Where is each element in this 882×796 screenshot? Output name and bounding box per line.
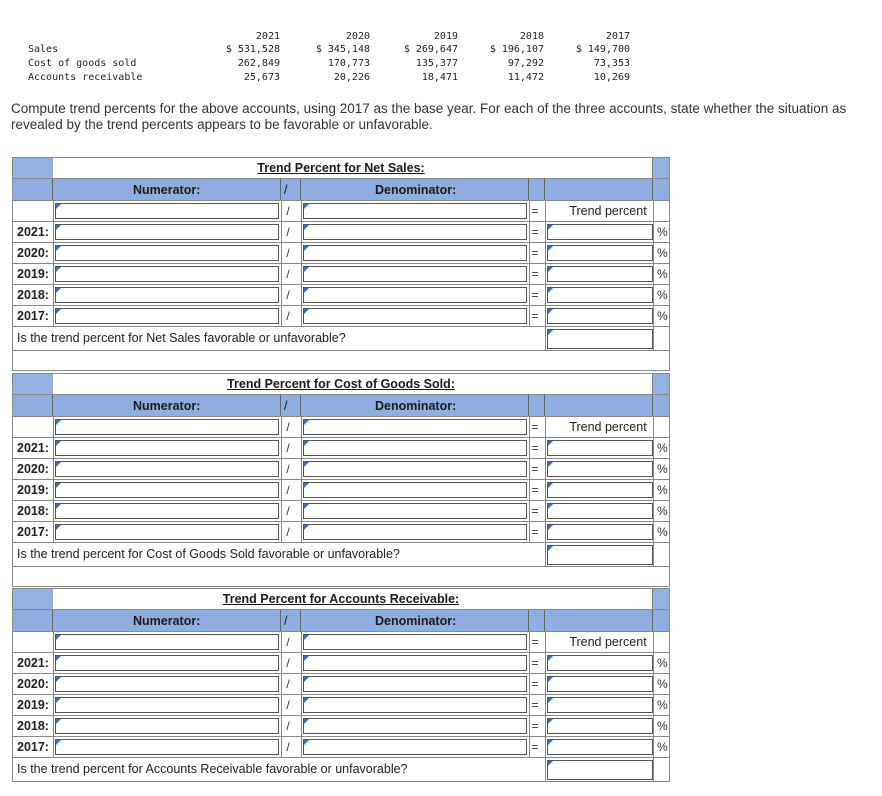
year-label: 2019: xyxy=(17,267,49,281)
year-row xyxy=(12,737,670,758)
equals-sign: = xyxy=(531,635,539,649)
spacer-row xyxy=(12,351,670,371)
value-cell: $ 345,148 xyxy=(315,44,370,55)
question-row xyxy=(12,758,670,782)
value-cell: $ 531,528 xyxy=(225,44,280,55)
denominator-input[interactable] xyxy=(303,524,527,540)
year-label: 2018: xyxy=(17,719,49,733)
percent-sign: % xyxy=(657,288,668,302)
divide-sign: / xyxy=(286,267,290,281)
year-label: 2017: xyxy=(17,740,49,754)
slash-header: / xyxy=(284,614,288,628)
denominator-input[interactable] xyxy=(303,718,527,734)
denominator-input[interactable] xyxy=(303,308,527,324)
divide-sign: / xyxy=(286,441,290,455)
percent-sign: % xyxy=(657,309,668,323)
trend-percent-label: Trend percent xyxy=(569,635,647,649)
numerator-header: Numerator: xyxy=(133,399,201,413)
trend-percent-input[interactable] xyxy=(547,503,653,519)
numerator-input[interactable] xyxy=(55,697,279,713)
given-data-table xyxy=(28,31,648,87)
percent-sign: % xyxy=(657,740,668,754)
denominator-input[interactable] xyxy=(303,203,527,219)
year-row xyxy=(12,501,670,522)
year-row xyxy=(12,716,670,737)
year-label: 2018: xyxy=(17,288,49,302)
numerator-input[interactable] xyxy=(55,266,279,282)
divide-sign: / xyxy=(286,204,290,218)
value-cell: 135,377 xyxy=(415,58,458,69)
value-cell: $ 196,107 xyxy=(489,44,544,55)
year-row xyxy=(12,674,670,695)
trend-percent-input[interactable] xyxy=(547,266,653,282)
year-label: 2020: xyxy=(17,246,49,260)
numerator-input[interactable] xyxy=(55,524,279,540)
equals-sign: = xyxy=(531,204,539,218)
numerator-header: Numerator: xyxy=(133,183,201,197)
trend-percent-input[interactable] xyxy=(547,655,653,671)
numerator-input[interactable] xyxy=(55,634,279,650)
divide-sign: / xyxy=(286,635,290,649)
trend-percent-input[interactable] xyxy=(547,245,653,261)
denominator-input[interactable] xyxy=(303,676,527,692)
column-header-row xyxy=(12,395,670,417)
numerator-input[interactable] xyxy=(55,482,279,498)
percent-sign: % xyxy=(657,441,668,455)
numerator-input[interactable] xyxy=(55,287,279,303)
favorable-unfavorable-select[interactable] xyxy=(547,545,653,565)
percent-sign: % xyxy=(657,267,668,281)
denominator-input[interactable] xyxy=(303,266,527,282)
value-cell: 11,472 xyxy=(507,72,544,83)
year-header: 2017 xyxy=(605,31,630,42)
year-label: 2018: xyxy=(17,504,49,518)
value-cell: 10,269 xyxy=(593,72,630,83)
question-text: Is the trend percent for Net Sales favorable or unfavorable? xyxy=(17,331,346,345)
year-row xyxy=(12,243,670,264)
row-label-sales: Sales xyxy=(28,44,59,55)
section-title-bar xyxy=(12,157,670,179)
section-title: Trend Percent for Accounts Receivable: xyxy=(222,592,460,606)
percent-sign: % xyxy=(657,504,668,518)
row-label-ar: Accounts receivable xyxy=(28,72,143,83)
spacer-row xyxy=(12,567,670,587)
equals-sign: = xyxy=(531,483,539,497)
numerator-input[interactable] xyxy=(55,440,279,456)
year-row xyxy=(12,222,670,243)
equals-sign: = xyxy=(531,525,539,539)
percent-sign: % xyxy=(657,677,668,691)
year-header: 2019 xyxy=(433,31,458,42)
equals-sign: = xyxy=(531,698,539,712)
numerator-input[interactable] xyxy=(55,503,279,519)
percent-sign: % xyxy=(657,483,668,497)
percent-sign: % xyxy=(657,225,668,239)
trend-percent-input[interactable] xyxy=(547,308,653,324)
percent-sign: % xyxy=(657,246,668,260)
trend-percent-input[interactable] xyxy=(547,676,653,692)
trend-percent-input[interactable] xyxy=(547,718,653,734)
equals-sign: = xyxy=(531,677,539,691)
numerator-input[interactable] xyxy=(55,739,279,755)
equals-sign: = xyxy=(531,441,539,455)
value-cell: 262,849 xyxy=(237,58,280,69)
equals-sign: = xyxy=(531,504,539,518)
year-row xyxy=(12,695,670,716)
divide-sign: / xyxy=(286,288,290,302)
denominator-input[interactable] xyxy=(303,655,527,671)
year-row xyxy=(12,438,670,459)
divide-sign: / xyxy=(286,420,290,434)
value-cell: $ 269,647 xyxy=(403,44,458,55)
divide-sign: / xyxy=(286,698,290,712)
column-header-row xyxy=(12,610,670,632)
section-title-bar xyxy=(12,373,670,395)
value-cell: 25,673 xyxy=(243,72,280,83)
percent-sign: % xyxy=(657,698,668,712)
year-row xyxy=(12,653,670,674)
section-title: Trend Percent for Cost of Goods Sold: xyxy=(227,377,455,391)
numerator-input[interactable] xyxy=(55,245,279,261)
denominator-input[interactable] xyxy=(303,287,527,303)
trend-percent-input[interactable] xyxy=(547,287,653,303)
percent-sign: % xyxy=(657,656,668,670)
trend-percent-label: Trend percent xyxy=(569,204,647,218)
equals-sign: = xyxy=(531,719,539,733)
year-row xyxy=(12,264,670,285)
denominator-input[interactable] xyxy=(303,482,527,498)
instructions-text: Compute trend percents for the above accounts, using 2017 as the base year. For each of the three accounts, state whether the situation as revealed by the trend percents appears to be favorable or unfavorable. xyxy=(11,101,847,132)
equals-sign: = xyxy=(531,225,539,239)
numerator-input[interactable] xyxy=(55,419,279,435)
section-title-bar xyxy=(12,588,670,610)
favorable-unfavorable-select[interactable] xyxy=(547,760,653,780)
trend-percent-input[interactable] xyxy=(547,524,653,540)
value-cell: 73,353 xyxy=(593,58,630,69)
numerator-input[interactable] xyxy=(55,203,279,219)
trend-percent-input[interactable] xyxy=(547,224,653,240)
divide-sign: / xyxy=(286,525,290,539)
divide-sign: / xyxy=(286,740,290,754)
numerator-header: Numerator: xyxy=(133,614,201,628)
denominator-input[interactable] xyxy=(303,503,527,519)
trend-percent-input[interactable] xyxy=(547,461,653,477)
column-header-row xyxy=(12,179,670,201)
equals-sign: = xyxy=(531,656,539,670)
trend-percent-input[interactable] xyxy=(547,440,653,456)
year-label: 2020: xyxy=(17,677,49,691)
denominator-input[interactable] xyxy=(303,245,527,261)
year-label: 2021: xyxy=(17,656,49,670)
divide-sign: / xyxy=(286,504,290,518)
value-cell: $ 149,700 xyxy=(575,44,630,55)
percent-sign: % xyxy=(657,719,668,733)
numerator-input[interactable] xyxy=(55,655,279,671)
header-input-row xyxy=(12,201,670,222)
divide-sign: / xyxy=(286,309,290,323)
year-header: 2021 xyxy=(255,31,280,42)
equals-sign: = xyxy=(531,267,539,281)
year-header: 2018 xyxy=(519,31,544,42)
denominator-input[interactable] xyxy=(303,739,527,755)
question-row xyxy=(12,543,670,567)
equals-sign: = xyxy=(531,309,539,323)
denominator-input[interactable] xyxy=(303,697,527,713)
denominator-header: Denominator: xyxy=(375,614,457,628)
question-text: Is the trend percent for Cost of Goods Sold favorable or unfavorable? xyxy=(17,547,400,561)
row-label-cogs: Cost of goods sold xyxy=(28,58,137,69)
divide-sign: / xyxy=(286,246,290,260)
year-label: 2021: xyxy=(17,441,49,455)
year-row xyxy=(12,285,670,306)
numerator-input[interactable] xyxy=(55,676,279,692)
denominator-input[interactable] xyxy=(303,224,527,240)
header-input-row xyxy=(12,632,670,653)
value-cell: 97,292 xyxy=(507,58,544,69)
question-row xyxy=(12,327,670,351)
year-header: 2020 xyxy=(345,31,370,42)
divide-sign: / xyxy=(286,719,290,733)
trend-percent-label: Trend percent xyxy=(569,420,647,434)
year-row xyxy=(12,306,670,327)
numerator-input[interactable] xyxy=(55,224,279,240)
equals-sign: = xyxy=(531,420,539,434)
section-title: Trend Percent for Net Sales: xyxy=(257,161,425,175)
denominator-input[interactable] xyxy=(303,419,527,435)
equals-sign: = xyxy=(531,740,539,754)
year-label: 2019: xyxy=(17,698,49,712)
year-label: 2020: xyxy=(17,462,49,476)
numerator-input[interactable] xyxy=(55,461,279,477)
trend-percent-input[interactable] xyxy=(547,482,653,498)
percent-sign: % xyxy=(657,462,668,476)
denominator-header: Denominator: xyxy=(375,183,457,197)
divide-sign: / xyxy=(286,462,290,476)
year-label: 2017: xyxy=(17,525,49,539)
numerator-input[interactable] xyxy=(55,718,279,734)
divide-sign: / xyxy=(286,677,290,691)
header-input-row xyxy=(12,417,670,438)
divide-sign: / xyxy=(286,483,290,497)
equals-sign: = xyxy=(531,462,539,476)
year-row xyxy=(12,459,670,480)
value-cell: 18,471 xyxy=(421,72,458,83)
numerator-input[interactable] xyxy=(55,308,279,324)
favorable-unfavorable-select[interactable] xyxy=(547,329,653,349)
year-label: 2017: xyxy=(17,309,49,323)
divide-sign: / xyxy=(286,656,290,670)
trend-percent-input[interactable] xyxy=(547,739,653,755)
year-row xyxy=(12,522,670,543)
year-label: 2021: xyxy=(17,225,49,239)
year-row xyxy=(12,480,670,501)
denominator-header: Denominator: xyxy=(375,399,457,413)
value-cell: 170,773 xyxy=(327,58,370,69)
denominator-input[interactable] xyxy=(303,634,527,650)
denominator-input[interactable] xyxy=(303,461,527,477)
question-text: Is the trend percent for Accounts Receivable favorable or unfavorable? xyxy=(17,762,408,776)
year-label: 2019: xyxy=(17,483,49,497)
slash-header: / xyxy=(284,183,288,197)
percent-sign: % xyxy=(657,525,668,539)
equals-sign: = xyxy=(531,288,539,302)
trend-percent-input[interactable] xyxy=(547,697,653,713)
divide-sign: / xyxy=(286,225,290,239)
value-cell: 20,226 xyxy=(333,72,370,83)
slash-header: / xyxy=(284,399,288,413)
denominator-input[interactable] xyxy=(303,440,527,456)
equals-sign: = xyxy=(531,246,539,260)
